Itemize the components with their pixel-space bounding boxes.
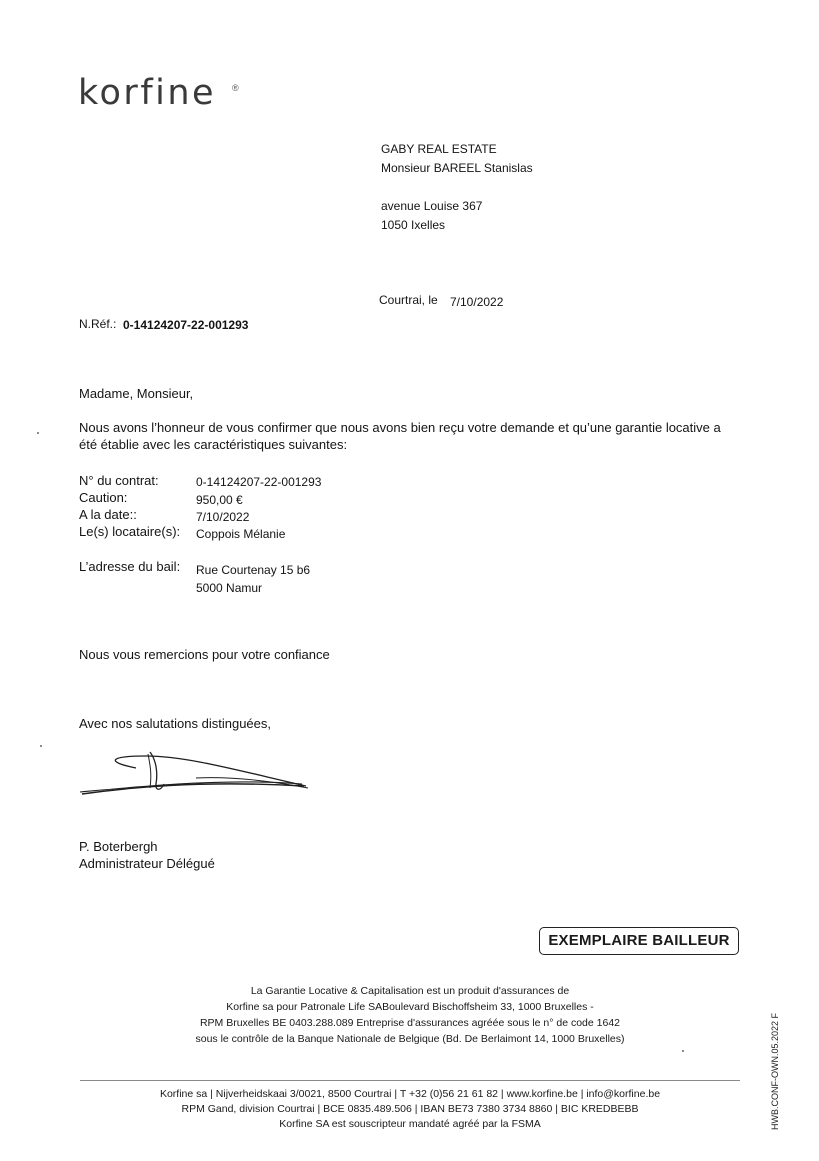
scan-mark: [37, 432, 39, 434]
intro-line-2: été établie avec les caractéristiques suivantes:: [79, 437, 348, 452]
recipient-street: avenue Louise 367: [381, 199, 483, 213]
date-value: 7/10/2022: [450, 295, 504, 309]
scan-mark: [40, 745, 42, 747]
copy-stamp: EXEMPLAIRE BAILLEUR: [539, 927, 739, 955]
detail-value-date: 7/10/2022: [196, 510, 250, 524]
legal-line-4: sous le contrôle de la Banque Nationale de Belgique (Bd. De Berlaimont 14, 1000 Bruxelles): [195, 1033, 625, 1045]
detail-value-tenants: Coppois Mélanie: [196, 527, 286, 541]
closing-line: Avec nos salutations distinguées,: [79, 716, 271, 731]
signer-title: Administrateur Délégué: [79, 856, 215, 871]
handwritten-signature: [76, 748, 316, 808]
salutation: Madame, Monsieur,: [79, 386, 194, 401]
footer-line-2: RPM Gand, division Courtrai | BCE 0835.489.506 | IBAN BE73 7380 3734 8860 | BIC KREDBEBB: [181, 1103, 639, 1115]
thanks-line: Nous vous remercions pour votre confiance: [79, 647, 330, 662]
footer-line-3: Korfine SA est souscripteur mandaté agréé par la FSMA: [279, 1118, 541, 1130]
detail-label-caution: Caution:: [79, 490, 128, 505]
recipient-person: Monsieur BAREEL Stanislas: [381, 161, 533, 175]
footer-divider: [80, 1080, 740, 1081]
detail-value-contract: 0-14124207-22-001293: [196, 475, 322, 489]
signer-name: P. Boterbergh: [79, 839, 158, 854]
recipient-city: 1050 Ixelles: [381, 218, 446, 232]
registered-mark: ®: [232, 83, 239, 93]
detail-value-caution: 950,00 €: [196, 493, 243, 507]
legal-line-1: La Garantie Locative & Capitalisation est un produit d'assurances de: [250, 985, 570, 997]
legal-line-3: RPM Bruxelles BE 0403.288.089 Entreprise d'assurances agréée sous le n° de code 1642: [199, 1017, 621, 1029]
reference-value: 0-14124207-22-001293: [123, 318, 249, 332]
lease-address-line-1: Rue Courtenay 15 b6: [196, 563, 311, 577]
lease-address-label: L’adresse du bail:: [79, 559, 181, 574]
detail-label-tenants: Le(s) locataire(s):: [79, 524, 181, 539]
form-code-vertical: HWB.CONF-OWN.05.2022 F: [770, 1012, 780, 1130]
footer-line-1: Korfine sa | Nijverheidskaai 3/0021, 8500 Courtrai | T +32 (0)56 21 61 82 | www.korfine.be | info@korfine.be: [159, 1088, 661, 1100]
detail-label-date: A la date::: [79, 507, 137, 522]
legal-line-2: Korfine sa pour Patronale Life SABoulevard Bischoffsheim 33, 1000 Bruxelles -: [226, 1001, 594, 1013]
intro-line-1: Nous avons l’honneur de vous confirmer que nous avons bien reçu votre demande et qu’une garantie locative a: [79, 420, 721, 435]
reference-label: N.Réf.:: [79, 317, 117, 331]
scan-mark: [682, 1050, 684, 1052]
recipient-company: GABY REAL ESTATE: [381, 142, 497, 156]
korfine-logo: korfine: [78, 73, 217, 113]
date-place: Courtrai, le: [379, 293, 438, 307]
lease-address-line-2: 5000 Namur: [196, 581, 263, 595]
detail-label-contract: N° du contrat:: [79, 473, 159, 488]
